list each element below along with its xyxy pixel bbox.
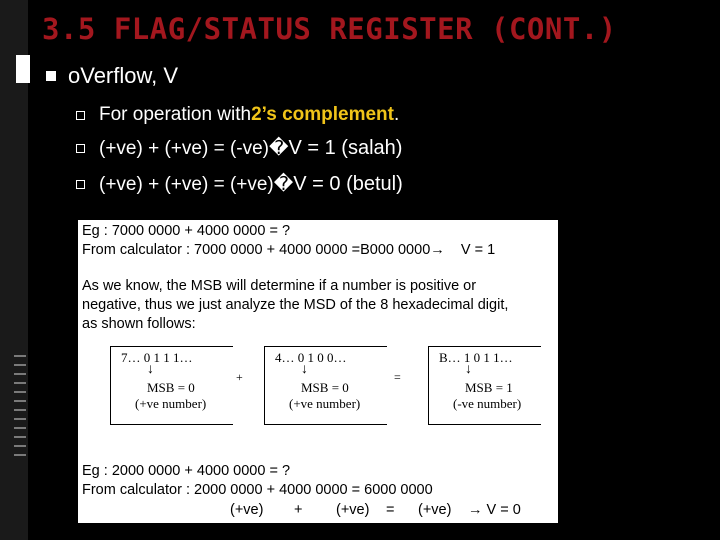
box-bits: 4… 0 1 0 0… bbox=[275, 350, 347, 365]
rule2-text: (+ve) + (+ve) = (+ve) bbox=[99, 173, 274, 195]
example2-line1: Eg : 2000 0000 + 4000 0000 = ? bbox=[82, 463, 291, 479]
example1-line2-tail: V = 1 bbox=[460, 242, 496, 258]
decor-dash bbox=[14, 373, 26, 375]
rule1-text: (+ve) + (+ve) = (-ve) bbox=[99, 137, 269, 159]
decor-dash bbox=[14, 364, 26, 366]
box-line bbox=[429, 346, 541, 347]
example1-line1: Eg : 7000 0000 + 4000 0000 = ? bbox=[82, 223, 291, 239]
example2-eq: = bbox=[386, 502, 395, 518]
decor-dash bbox=[14, 355, 26, 357]
sub-item-operation bbox=[76, 104, 399, 126]
example2-result-text: V = 0 bbox=[486, 502, 521, 518]
down-arrow-icon: ↓ bbox=[301, 362, 308, 377]
box-msb: MSB = 0 bbox=[301, 380, 349, 395]
hollow-square-bullet-icon bbox=[76, 111, 85, 120]
right-arrow-icon: → bbox=[430, 242, 445, 258]
rule1-glyph: � bbox=[269, 138, 289, 159]
msb-box-7 bbox=[110, 346, 233, 425]
box-bits: 7… 0 1 1 1… bbox=[121, 350, 193, 365]
example-image-panel bbox=[78, 220, 558, 523]
rule1-result: V = 1 (salah) bbox=[288, 137, 403, 159]
box-sign: (+ve number) bbox=[289, 396, 361, 411]
op-equals: = bbox=[394, 370, 401, 384]
example1-text2: negative, thus we just analyze the MSD of the 8 hexadecimal digit, bbox=[82, 297, 509, 313]
decor-dash bbox=[14, 445, 26, 447]
down-arrow-icon: ↓ bbox=[147, 362, 154, 377]
decor-dash bbox=[14, 409, 26, 411]
bullet-overflow bbox=[46, 63, 178, 89]
example2-plus: + bbox=[294, 502, 303, 518]
msb-box-4 bbox=[264, 346, 387, 425]
bullet-text: oVerflow, V bbox=[68, 63, 179, 88]
example2-s3: (+ve) bbox=[418, 502, 452, 518]
example2-result bbox=[468, 502, 521, 518]
decor-dash bbox=[14, 427, 26, 429]
example2-s2: (+ve) bbox=[336, 502, 370, 518]
example2-s1: (+ve) bbox=[230, 502, 264, 518]
example1-text1: As we know, the MSB will determine if a number is positive or bbox=[82, 278, 477, 294]
rule2-result: V = 0 (betul) bbox=[293, 173, 403, 195]
example2-line2: From calculator : 2000 0000 + 4000 0000 = 6000 0000 bbox=[82, 482, 433, 498]
box-msb: MSB = 0 bbox=[147, 380, 195, 395]
example1-text3: as shown follows: bbox=[82, 316, 196, 332]
box-sign: (-ve number) bbox=[453, 396, 522, 411]
example1-line2-text: From calculator : 7000 0000 + 4000 0000 =B000 0000 bbox=[82, 242, 431, 258]
decor-dash bbox=[14, 400, 26, 402]
op-prefix: For operation with bbox=[99, 104, 252, 125]
box-bits: B… 1 0 1 1… bbox=[439, 350, 513, 365]
decor-dash bbox=[14, 436, 26, 438]
sub-item-rule1 bbox=[76, 137, 402, 160]
hollow-square-bullet-icon bbox=[76, 180, 85, 189]
op-plus: + bbox=[236, 370, 243, 384]
rule2-glyph: � bbox=[273, 174, 294, 195]
title-accent-block bbox=[16, 55, 30, 83]
decor-dash bbox=[14, 454, 26, 456]
box-line bbox=[111, 346, 233, 347]
slide-title: 3.5 FLAG/STATUS REGISTER (CONT.) bbox=[42, 12, 617, 46]
box-line bbox=[265, 346, 387, 347]
box-sign: (+ve number) bbox=[135, 396, 207, 411]
right-arrow-icon: → bbox=[468, 502, 483, 518]
msb-box-b bbox=[428, 346, 541, 425]
decor-dash bbox=[14, 391, 26, 393]
hollow-square-bullet-icon bbox=[76, 144, 85, 153]
example1-line2 bbox=[82, 242, 495, 258]
op-suffix: . bbox=[393, 104, 400, 125]
decor-dash bbox=[14, 382, 26, 384]
decor-dash bbox=[14, 418, 26, 420]
box-msb: MSB = 1 bbox=[465, 380, 513, 395]
op-highlight: 2’s complement bbox=[251, 104, 394, 125]
square-bullet-icon bbox=[46, 71, 56, 81]
down-arrow-icon: ↓ bbox=[465, 362, 472, 377]
sub-item-rule2 bbox=[76, 173, 403, 196]
